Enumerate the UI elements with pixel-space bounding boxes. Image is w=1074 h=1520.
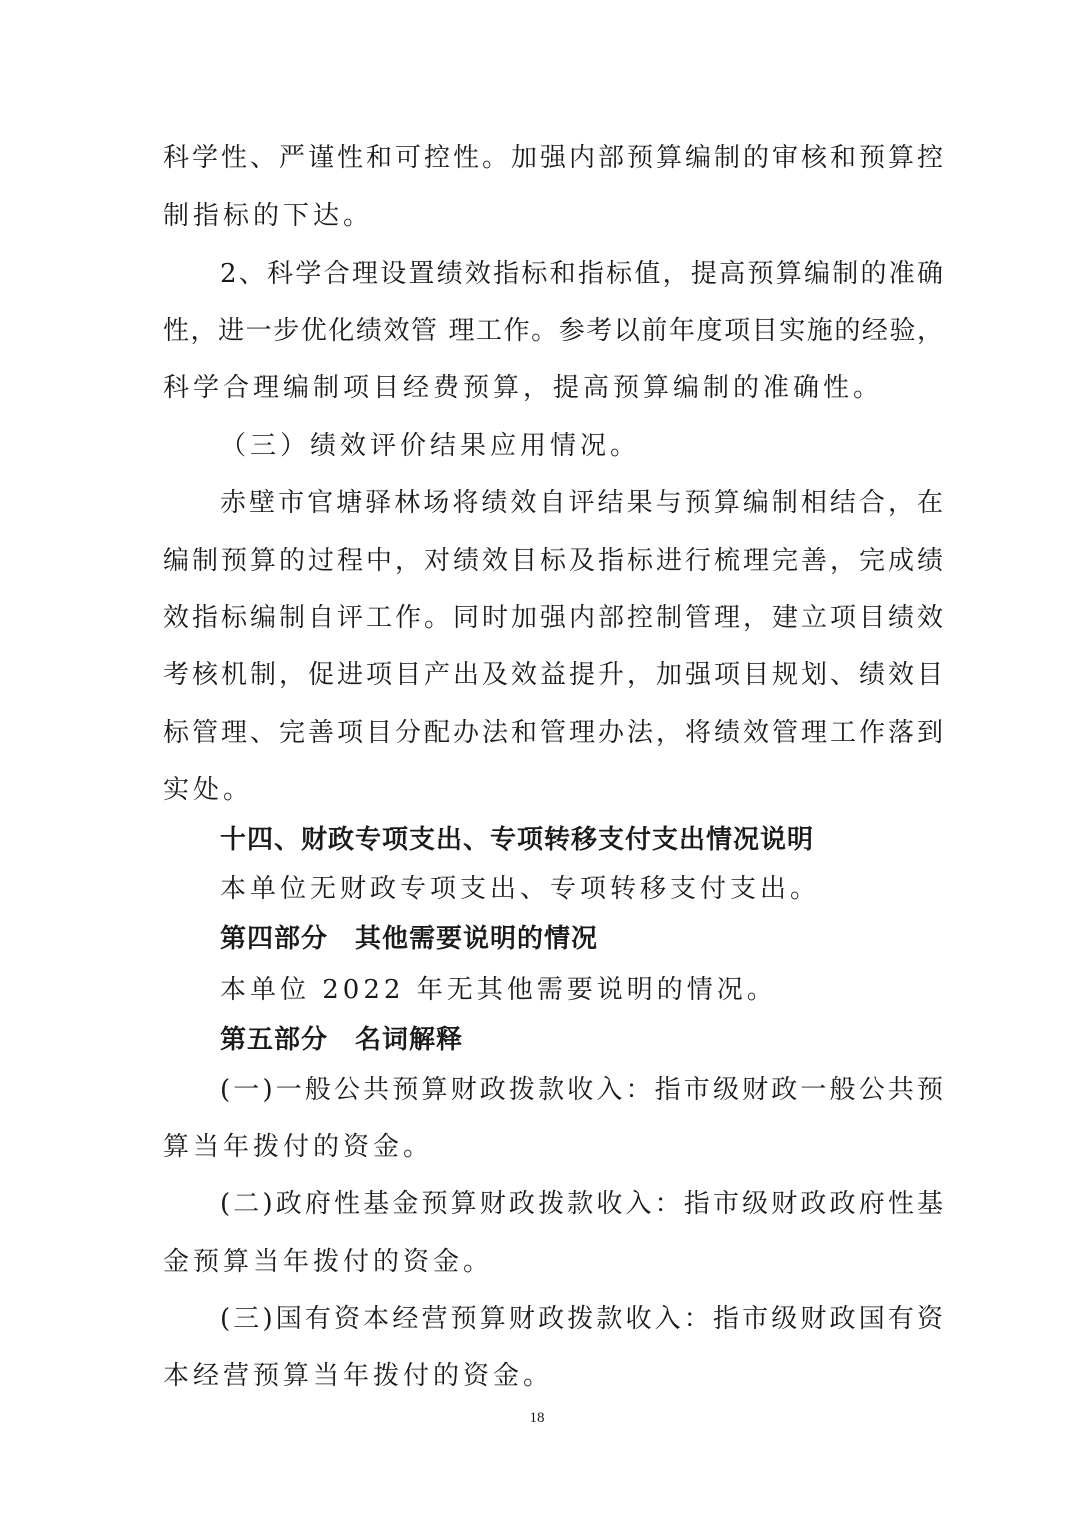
part-heading: 第四部分 其他需要说明的情况 xyxy=(220,924,599,954)
text-line: 科学性、严谨性和可控性。加强内部预算编制的审核和预算控 xyxy=(163,143,943,173)
text-line: (一)一般公共预算财政拨款收入：指市级财政一般公共预 xyxy=(220,1075,943,1105)
text-line: 考核机制，促进项目产出及效益提升，加强项目规划、绩效目 xyxy=(163,660,943,690)
text-line: 制指标的下达。 xyxy=(163,201,374,231)
text-line: (二)政府性基金预算财政拨款收入：指市级财政政府性基 xyxy=(220,1189,943,1219)
text-line: 算当年拨付的资金。 xyxy=(163,1132,434,1162)
text-line: 编制预算的过程中，对绩效目标及指标进行梳理完善，完成绩 xyxy=(163,546,943,576)
text-line: 效指标编制自评工作。同时加强内部控制管理，建立项目绩效 xyxy=(163,603,943,633)
text-line: 实处。 xyxy=(163,775,254,805)
section-heading: 十四、财政专项支出、专项转移支付支出情况说明 xyxy=(220,825,815,855)
text-line: 本经营预算当年拨付的资金。 xyxy=(163,1361,554,1391)
text-line: (三)国有资本经营预算财政拨款收入：指市级财政国有资 xyxy=(220,1304,943,1334)
text-line: 赤壁市官塘驿林场将绩效自评结果与预算编制相结合，在 xyxy=(220,488,943,518)
page-number: 18 xyxy=(529,1410,545,1426)
section-heading: （三）绩效评价结果应用情况。 xyxy=(220,431,641,461)
part-heading: 第五部分 名词解释 xyxy=(220,1025,464,1055)
text-line: 本单位无财政专项支出、专项转移支付支出。 xyxy=(220,874,821,904)
text-line: 本单位 2022 年无其他需要说明的情况。 xyxy=(220,975,777,1005)
text-line: 标管理、完善项目分配办法和管理办法，将绩效管理工作落到 xyxy=(163,718,943,748)
text-line: 性，进一步优化绩效管 理工作。参考以前年度项目实施的经验， xyxy=(163,316,943,346)
text-line: 科学合理编制项目经费预算，提高预算编制的准确性。 xyxy=(163,373,884,403)
text-line: 金预算当年拨付的资金。 xyxy=(163,1247,494,1277)
text-line: 2、科学合理设置绩效指标和指标值，提高预算编制的准确 xyxy=(220,259,943,289)
